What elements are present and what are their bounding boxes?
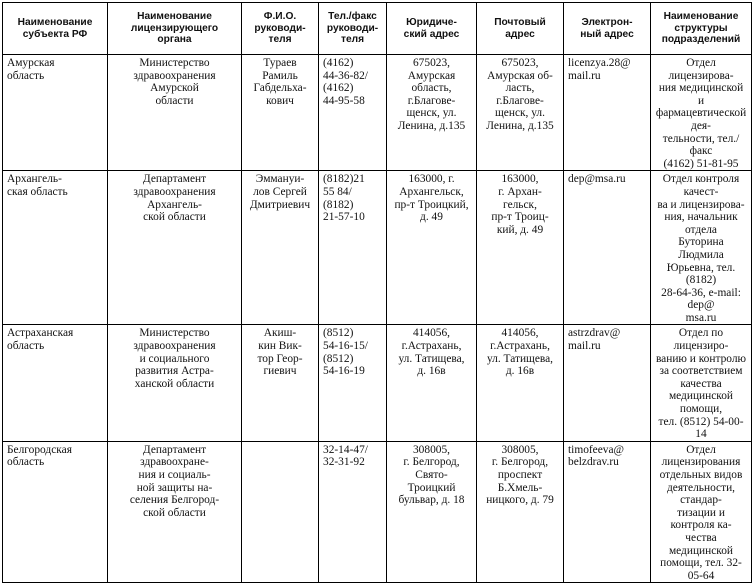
cell-structure: Отдел контроля качест- ва и лицензирова- ния, начальник отдела Буторина Людмила Юрьевна, тел. (8182) 28-64-36, e-mail: dep@ msa.ru [651,171,752,325]
cell-legal-address: 163000, г. Архангельск, пр-т Троицкий, д. 49 [387,171,477,325]
header-legal-address: Юридиче- ский адрес [387,3,477,55]
cell-subject: Астраханская область [3,325,108,441]
cell-phone-fax: 32-14-47/ 32-31-92 [319,441,387,583]
header-phone-fax: Тел./факс руководи- теля [319,3,387,55]
cell-structure: Отдел по лицензиро- ванию и контролю за соответствием качества медицинской помощи, тел. (8512) 54-00-14 [651,325,752,441]
header-licensing-organ: Наименование лицензирующего органа [108,3,242,55]
cell-postal-address: 163000, г. Архан- гельск, пр-т Троиц- кий, д. 49 [477,171,564,325]
header-email: Электрон- ный адрес [564,3,651,55]
table-row [3,171,752,325]
cell-phone-fax: (8182)21 55 84/ (8182) 21-57-10 [319,171,387,325]
cell-legal-address: 675023, Амурская область, г.Благове- щенск, ул. Ленина, д.135 [387,55,477,171]
cell-subject: Амурская область [3,55,108,171]
cell-licensing-organ: Департамент здравоохране- ния и социаль- ной защиты на- селения Белгород- ской области [108,441,242,583]
cell-phone-fax: (8512) 54-16-15/ (8512) 54-16-19 [319,325,387,441]
cell-licensing-organ: Министерство здравоохранения Амурской области [108,55,242,171]
cell-email: licenzya.28@ mail.ru [564,55,651,171]
cell-structure: Отдел лицензирова- ния медицинской и фармацевтической дея- тельности, тел./факс (4162) 51-81-95 [651,55,752,171]
cell-licensing-organ: Департамент здравоохранения Архангель- ской области [108,171,242,325]
header-structure: Наименование структуры подразделений [651,3,752,55]
header-head-name: Ф.И.О. руководи- теля [242,3,319,55]
licensing-authorities-table [2,2,752,583]
table-row [3,55,752,171]
table-row [3,325,752,441]
cell-postal-address: 308005, г. Белгород, проспект Б.Хмель- ницкого, д. 79 [477,441,564,583]
cell-licensing-organ: Министерство здравоохранения и социального развития Астра- ханской области [108,325,242,441]
cell-email: dep@msa.ru [564,171,651,325]
cell-phone-fax: (4162) 44-36-82/ (4162) 44-95-58 [319,55,387,171]
cell-head-name: Тураев Рамиль Габдельха- кович [242,55,319,171]
cell-head-name [242,441,319,583]
table-header-row [3,3,752,55]
header-postal-address: Почтовый адрес [477,3,564,55]
cell-email: astrzdrav@ mail.ru [564,325,651,441]
header-subject: Наименование субъекта РФ [3,3,108,55]
cell-subject: Белгородская область [3,441,108,583]
cell-head-name: Эммануи- лов Сергей Дмитриевич [242,171,319,325]
cell-head-name: Акиш- кин Вик- тор Геор- гиевич [242,325,319,441]
cell-legal-address: 414056, г.Астрахань, ул. Татищева, д. 16в [387,325,477,441]
cell-legal-address: 308005, г. Белгород, Свято- Троицкий бульвар, д. 18 [387,441,477,583]
cell-postal-address: 414056, г.Астрахань, ул. Татищева, д. 16в [477,325,564,441]
table-row [3,441,752,583]
cell-subject: Архангель- ская область [3,171,108,325]
cell-postal-address: 675023, Амурская об- ласть, г.Благове- щенск, ул. Ленина, д.135 [477,55,564,171]
cell-structure: Отдел лицензирования отдельных видов деятельности, стандар- тизации и контроля ка- чества медицинской помощи, тел. 32-05-64 [651,441,752,583]
cell-email: timofeeva@ belzdrav.ru [564,441,651,583]
